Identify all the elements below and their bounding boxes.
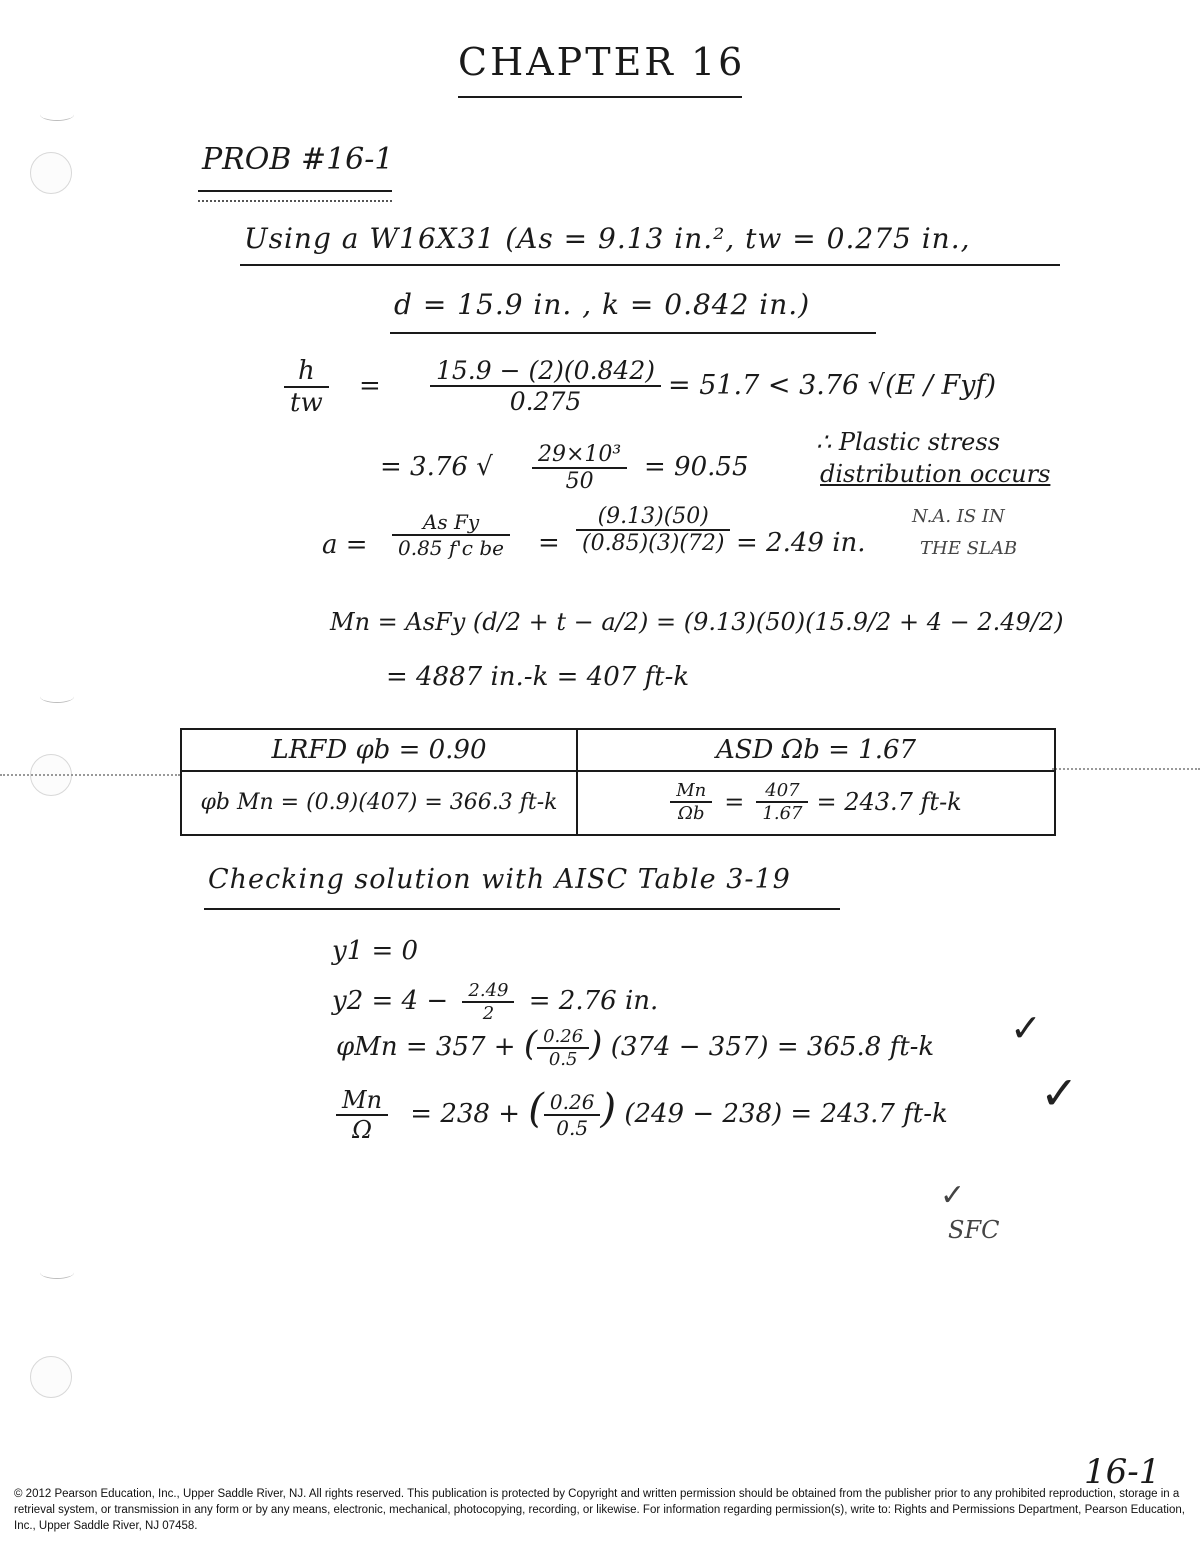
checking-underline — [204, 908, 840, 910]
y1-line: y1 = 0 — [332, 936, 419, 966]
ht-line2-num: 29×10³ — [532, 442, 627, 469]
phi-mn-den: 0.5 — [548, 1049, 578, 1070]
a-result: = 2.49 in. — [736, 528, 866, 558]
ht-lhs: $\frac{h}{tw}$ = — [284, 356, 381, 418]
a-num: As Fy — [392, 510, 510, 536]
checking-heading: Checking solution with AISC Table 3-19 — [208, 864, 791, 895]
ht-fraction — [430, 356, 661, 416]
mn-omega-lhs-den: Ω — [352, 1116, 372, 1144]
title-underline — [458, 96, 742, 98]
ht-den: 0.275 — [509, 387, 582, 416]
y2-prefix: y2 = 4 − — [332, 986, 449, 1016]
ht-result: = 51.7 < 3.76 √(E / Fyf) — [668, 370, 997, 401]
problem-underline — [198, 190, 392, 192]
asd-header: ASD Ωb = 1.67 — [715, 735, 917, 765]
initials: SFC — [948, 1216, 1000, 1244]
mn-line-2: = 4887 in.-k = 407 ft-k — [386, 662, 690, 692]
asd-lhs-den: Ωb — [678, 803, 705, 824]
phi-mn-rest: (374 − 357) = 365.8 ft-k — [610, 1032, 935, 1062]
mn-omega-rest: (249 − 238) = 243.7 ft-k — [624, 1099, 948, 1129]
conclusion-line-2: distribution occurs — [820, 460, 1051, 488]
scan-mark — [40, 690, 74, 703]
a-eq: = — [538, 528, 560, 558]
a-den-2: (0.85)(3)(72) — [582, 531, 725, 556]
phi-mn-prefix: φMn = 357 + — [336, 1032, 516, 1062]
given-underline-1 — [240, 264, 1060, 266]
mn-omega-den: 0.5 — [556, 1116, 589, 1140]
y2-line — [332, 980, 658, 1024]
check-mark-1: ✓ — [1010, 1006, 1042, 1050]
chapter-title: CHAPTER 16 — [458, 40, 746, 84]
a-num-2: (9.13)(50) — [576, 504, 730, 531]
y2-den: 2 — [482, 1003, 495, 1024]
ht-line2-prefix: = 3.76 √ — [380, 452, 493, 482]
phi-mn-line: φMn = 357 + ( $\frac{0.26}{0.5}$ ) (374 − 357) = 365.8 ft-k — [336, 1024, 935, 1070]
asd-eq: = — [724, 788, 745, 816]
given-line-1: Using a W16X31 (As = 9.13 in.², tw = 0.275 in., — [244, 222, 971, 255]
lrfd-value: φb Mn = (0.9)(407) = 366.3 ft-k — [200, 789, 558, 815]
given-line-2: d = 15.9 in. , k = 0.842 in.) — [394, 288, 811, 321]
y2-result: = 2.76 in. — [528, 986, 659, 1016]
scan-line — [1052, 768, 1200, 770]
a-lhs: a = — [322, 530, 368, 560]
punch-hole — [30, 1356, 72, 1398]
phi-mn-num: 0.26 — [537, 1026, 589, 1049]
ht-line2-den: 50 — [565, 469, 594, 494]
ht-lhs-num: h — [284, 356, 329, 388]
ht-num: 15.9 − (2)(0.842) — [430, 356, 661, 387]
a-den: 0.85 f'c be — [398, 536, 504, 560]
asd-lhs-num: Mn — [670, 780, 712, 803]
na-note-2: THE SLAB — [920, 538, 1018, 559]
na-note-1: N.A. IS IN — [912, 506, 1005, 527]
ht-line2-result: = 90.55 — [644, 452, 749, 482]
mn-line-1: Mn = AsFy (d/2 + t − a/2) = (9.13)(50)(15.9/2 + 4 − 2.49/2) — [330, 608, 1064, 636]
ht-line2-fraction — [532, 442, 627, 494]
mn-omega-eq: = 238 + — [410, 1099, 521, 1129]
scan-line — [0, 774, 180, 776]
problem-label: PROB #16-1 — [202, 142, 394, 177]
problem-underline-2 — [198, 200, 392, 202]
mn-omega-line: $\frac{Mn}{\Omega}$ = 238 + ( $\frac{0.26}{0.5}$ ) (249 − 238) = 243.7 ft-k — [336, 1086, 948, 1144]
given-underline-2 — [390, 332, 876, 334]
check-mark-2: ✓ — [1040, 1066, 1079, 1120]
asd-num: 407 — [756, 780, 808, 803]
asd-den: 1.67 — [762, 803, 803, 824]
lrfd-header: LRFD φb = 0.90 — [271, 735, 487, 765]
ht-lhs-den: tw — [290, 388, 323, 418]
asd-result: = 243.7 ft-k — [816, 788, 962, 816]
design-strength-table — [180, 728, 1056, 836]
scan-mark — [40, 1266, 74, 1279]
y2-num: 2.49 — [462, 980, 514, 1003]
a-fraction — [392, 510, 510, 560]
a-fraction-2 — [576, 504, 730, 556]
copyright-notice: © 2012 Pearson Education, Inc., Upper Saddle River, NJ. All rights reserved. This publication is protected by Copyright and written permission should be obtained from the publisher prior to any prohibited reproduction, storage in a retrieval system, or transmission in any form or by any means, electronic, mechanical, photocopying, recording, or likewise. For information regarding permission(s), write to: Rights and Permissions Department, Pearson Education, Inc., Upper Saddle River, NJ 07458. — [14, 1488, 1185, 1532]
asd-value — [578, 772, 1054, 832]
scan-mark — [40, 108, 74, 121]
mn-omega-num: 0.26 — [544, 1090, 601, 1116]
punch-hole — [30, 152, 72, 194]
check-mark-3: ✓ — [940, 1178, 966, 1213]
conclusion-line-1: ∴ Plastic stress — [816, 428, 1001, 456]
mn-omega-lhs-num: Mn — [336, 1086, 388, 1116]
page-number: 16-1 — [1084, 1452, 1161, 1492]
